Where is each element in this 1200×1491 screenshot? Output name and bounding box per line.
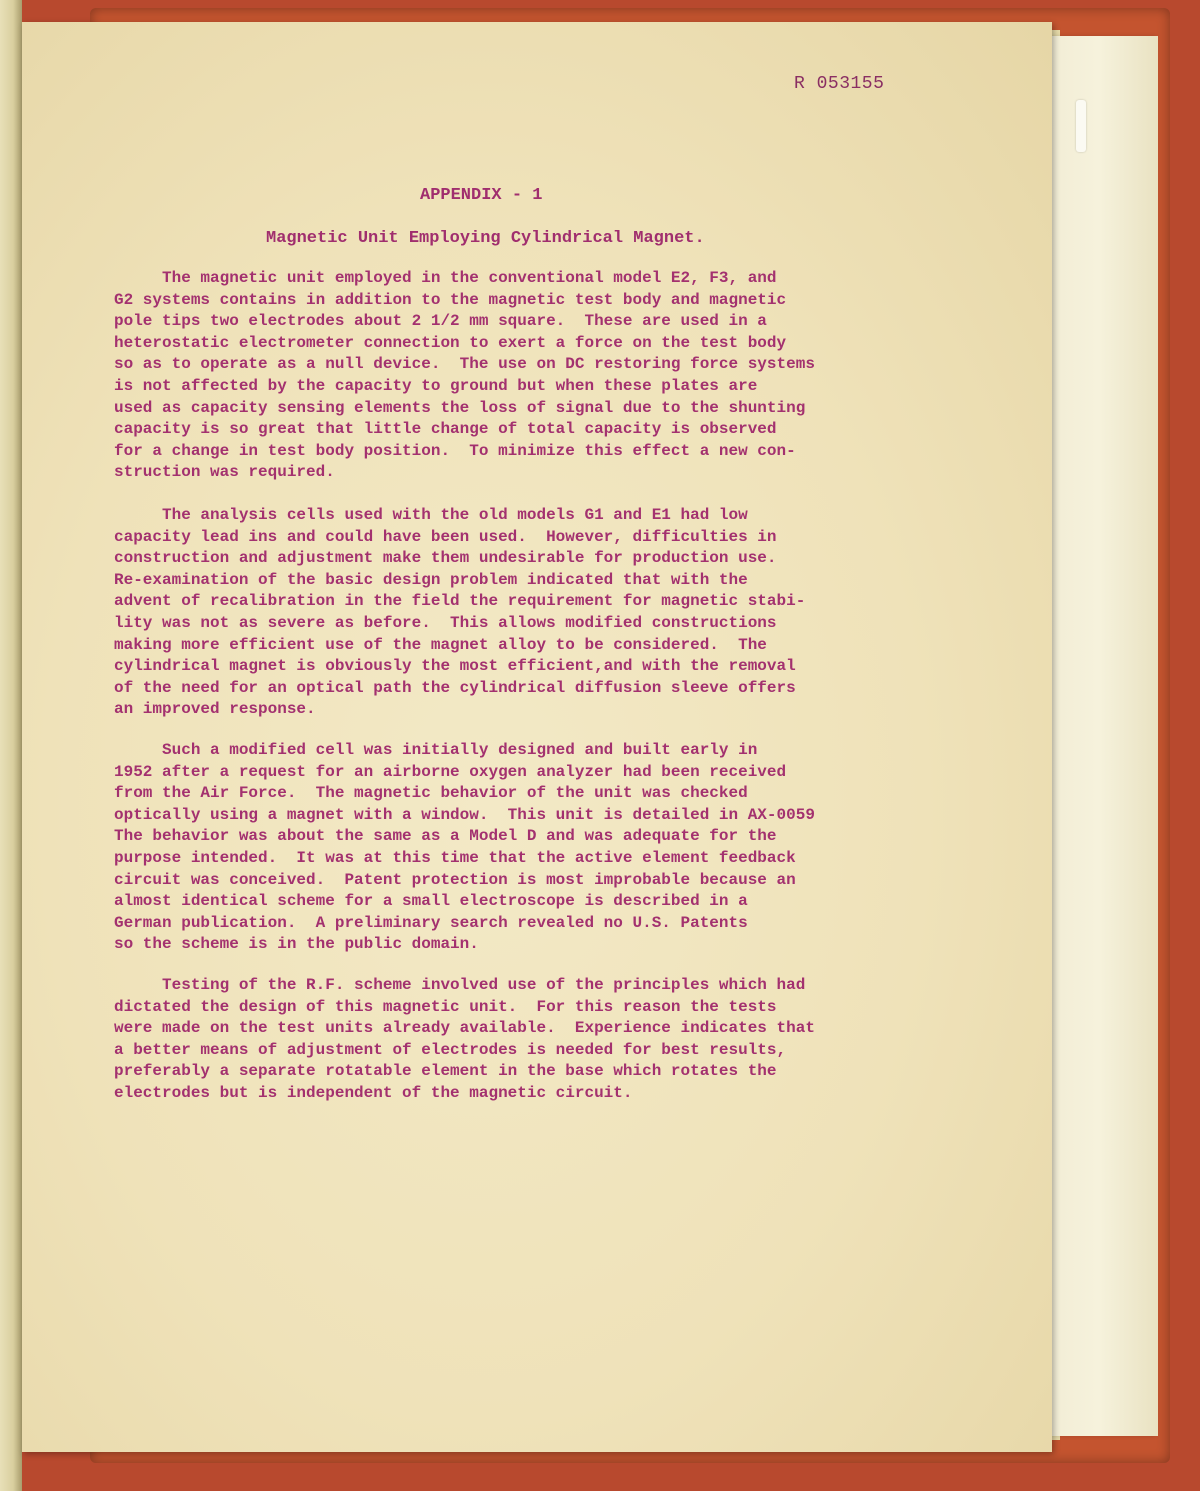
section-title: Magnetic Unit Employing Cylindrical Magnet. bbox=[266, 229, 705, 248]
text-line: preferably a separate rotatable element in the base which rotates the bbox=[114, 1062, 777, 1081]
text-line: heterostatic electrometer connection to exert a force on the test body bbox=[114, 333, 787, 352]
paragraph-3 bbox=[114, 740, 914, 956]
document-id: R 053155 bbox=[794, 74, 885, 94]
paragraph-4 bbox=[114, 975, 914, 1105]
text-line: electrodes but is independent of the magnetic circuit. bbox=[114, 1083, 633, 1102]
text-line: Testing of the R.F. scheme involved use of the principles which had bbox=[114, 976, 806, 994]
text-line: used as capacity sensing elements the loss of signal due to the shunting bbox=[114, 398, 806, 417]
text-line: Re-examination of the basic design problem indicated that with the bbox=[114, 570, 748, 589]
text-line: is not affected by the capacity to ground but when these plates are bbox=[114, 376, 758, 395]
text-line: so as to operate as a null device. The use on DC restoring force systems bbox=[114, 355, 815, 374]
text-line: cylindrical magnet is obviously the most efficient,and with the removal bbox=[114, 657, 796, 676]
text-line: for a change in test body position. To minimize this effect a new con- bbox=[114, 441, 796, 460]
text-line: so the scheme is in the public domain. bbox=[114, 935, 479, 954]
text-line: almost identical scheme for a small electroscope is described in a bbox=[114, 892, 748, 911]
text-line: The behavior was about the same as a Model D and was adequate for the bbox=[114, 827, 777, 846]
text-line: German publication. A preliminary search revealed no U.S. Patents bbox=[114, 913, 748, 932]
text-line: an improved response. bbox=[114, 700, 316, 719]
text-line: The magnetic unit employed in the conventional model E2, F3, and bbox=[114, 269, 777, 287]
text-line: capacity is so great that little change of total capacity is observed bbox=[114, 420, 777, 439]
underlying-page bbox=[1040, 36, 1158, 1436]
text-line: advent of recalibration in the field the requirement for magnetic stabi- bbox=[114, 592, 806, 611]
text-line: Such a modified cell was initially designed and built early in bbox=[114, 741, 758, 759]
text-line: The analysis cells used with the old models G1 and E1 had low bbox=[114, 506, 748, 524]
paragraph-1 bbox=[114, 268, 914, 484]
text-line: of the need for an optical path the cylindrical diffusion sleeve offers bbox=[114, 678, 796, 697]
text-line: pole tips two electrodes about 2 1/2 mm square. These are used in a bbox=[114, 312, 767, 331]
text-line: dictated the design of this magnetic unit. For this reason the tests bbox=[114, 997, 777, 1016]
text-line: G2 systems contains in addition to the magnetic test body and magnetic bbox=[114, 290, 787, 309]
text-line: purpose intended. It was at this time that the active element feedback bbox=[114, 848, 796, 867]
text-line: construction and adjustment make them undesirable for production use. bbox=[114, 549, 777, 568]
text-line: lity was not as severe as before. This allows modified constructions bbox=[114, 613, 777, 632]
text-line: struction was required. bbox=[114, 463, 335, 482]
text-line: making more efficient use of the magnet alloy to be considered. The bbox=[114, 635, 767, 654]
text-line: optically using a magnet with a window. This unit is detailed in AX-0059 bbox=[114, 805, 815, 824]
text-line: circuit was conceived. Patent protection is most improbable because an bbox=[114, 870, 796, 889]
facing-page-edge bbox=[0, 0, 22, 1491]
text-line: capacity lead ins and could have been used. However, difficulties in bbox=[114, 527, 777, 546]
paragraph-2 bbox=[114, 505, 914, 721]
text-line: a better means of adjustment of electrodes is needed for best results, bbox=[114, 1040, 787, 1059]
appendix-heading: APPENDIX - 1 bbox=[420, 186, 543, 205]
text-line: 1952 after a request for an airborne oxygen analyzer had been received bbox=[114, 762, 787, 781]
text-line: were made on the test units already available. Experience indicates that bbox=[114, 1019, 815, 1038]
text-line: from the Air Force. The magnetic behavior of the unit was checked bbox=[114, 784, 748, 803]
page-tab bbox=[1076, 100, 1086, 152]
